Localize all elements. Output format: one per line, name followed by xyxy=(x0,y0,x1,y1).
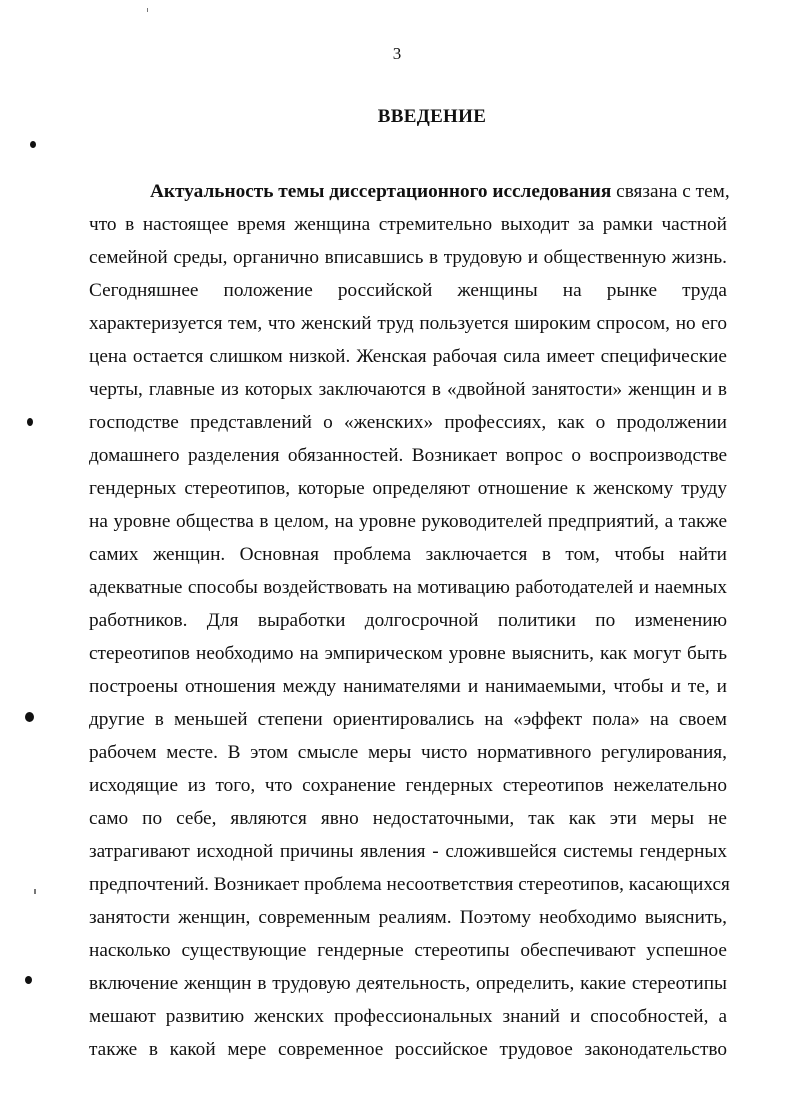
paragraph-line: занятости женщин, современным реалиям. Поэтому необходимо выяснить, xyxy=(89,907,727,928)
paragraph-line: затрагивают исходной причины явления - сложившейся системы гендерных xyxy=(89,841,727,862)
paragraph-line: работников. Для выработки долгосрочной политики по изменению xyxy=(89,610,727,631)
paragraph-line: самих женщин. Основная проблема заключается в том, чтобы найти xyxy=(89,544,727,565)
paragraph-line xyxy=(89,175,730,208)
paragraph-line: господстве представлений о «женских» профессиях, как о продолжении xyxy=(89,412,727,433)
binder-hole-mark xyxy=(25,712,34,722)
page-number: 3 xyxy=(392,44,402,63)
paragraph-line: мешают развитию женских профессиональных знаний и способностей, а xyxy=(89,1006,727,1027)
paragraph-lead-bold: Актуальность темы диссертационного исследования xyxy=(150,181,612,202)
binder-hole-mark xyxy=(30,141,36,148)
paragraph-line: стереотипов необходимо на эмпирическом уровне выяснить, как могут быть xyxy=(89,643,727,664)
paragraph-line: само по себе, являются явно недостаточными, так как эти меры не xyxy=(89,808,727,829)
binder-hole-mark xyxy=(25,976,32,984)
paragraph-line: другие в меньшей степени ориентировались на «эффект пола» на своем xyxy=(89,709,727,730)
body-paragraph xyxy=(89,175,730,1066)
scan-speck xyxy=(147,8,148,12)
paragraph-first-line-rest: связана с тем, xyxy=(611,181,730,202)
paragraph-line: характеризуется тем, что женский труд пользуется широким спросом, но его xyxy=(89,313,727,334)
paragraph-line: рабочем месте. В этом смысле меры чисто нормативного регулирования, xyxy=(89,742,727,763)
paragraph-line: гендерных стереотипов, которые определяют отношение к женскому труду xyxy=(89,478,727,499)
paragraph-line: также в какой мере современное российское трудовое законодательство xyxy=(89,1039,727,1060)
paragraph-line: насколько существующие гендерные стереотипы обеспечивают успешное xyxy=(89,940,727,961)
paragraph-line: Сегодняшнее положение российской женщины на рынке труда xyxy=(89,280,727,301)
paragraph-line: исходящие из того, что сохранение гендерных стереотипов нежелательно xyxy=(89,775,727,796)
section-heading: ВВЕДЕНИЕ xyxy=(377,106,487,127)
paragraph-line: черты, главные из которых заключаются в «двойной занятости» женщин и в xyxy=(89,379,727,400)
paragraph-line: адекватные способы воздействовать на мотивацию работодателей и наемных xyxy=(89,577,727,598)
paragraph-line: предпочтений. Возникает проблема несоответствия стереотипов, касающихся xyxy=(89,874,730,895)
paragraph-line: что в настоящее время женщина стремительно выходит за рамки частной xyxy=(89,214,727,235)
paragraph-line: семейной среды, органично вписавшись в трудовую и общественную жизнь. xyxy=(89,247,727,268)
paragraph-line: цена остается слишком низкой. Женская рабочая сила имеет специфические xyxy=(89,346,727,367)
paragraph-line: на уровне общества в целом, на уровне руководителей предприятий, а также xyxy=(89,511,727,532)
paragraph-line: домашнего разделения обязанностей. Возникает вопрос о воспроизводстве xyxy=(89,445,727,466)
binder-hole-mark xyxy=(27,418,33,426)
scan-speck xyxy=(34,889,36,894)
paragraph-line: построены отношения между нанимателями и нанимаемыми, чтобы и те, и xyxy=(89,676,727,697)
paragraph-line: включение женщин в трудовую деятельность, определить, какие стереотипы xyxy=(89,973,727,994)
